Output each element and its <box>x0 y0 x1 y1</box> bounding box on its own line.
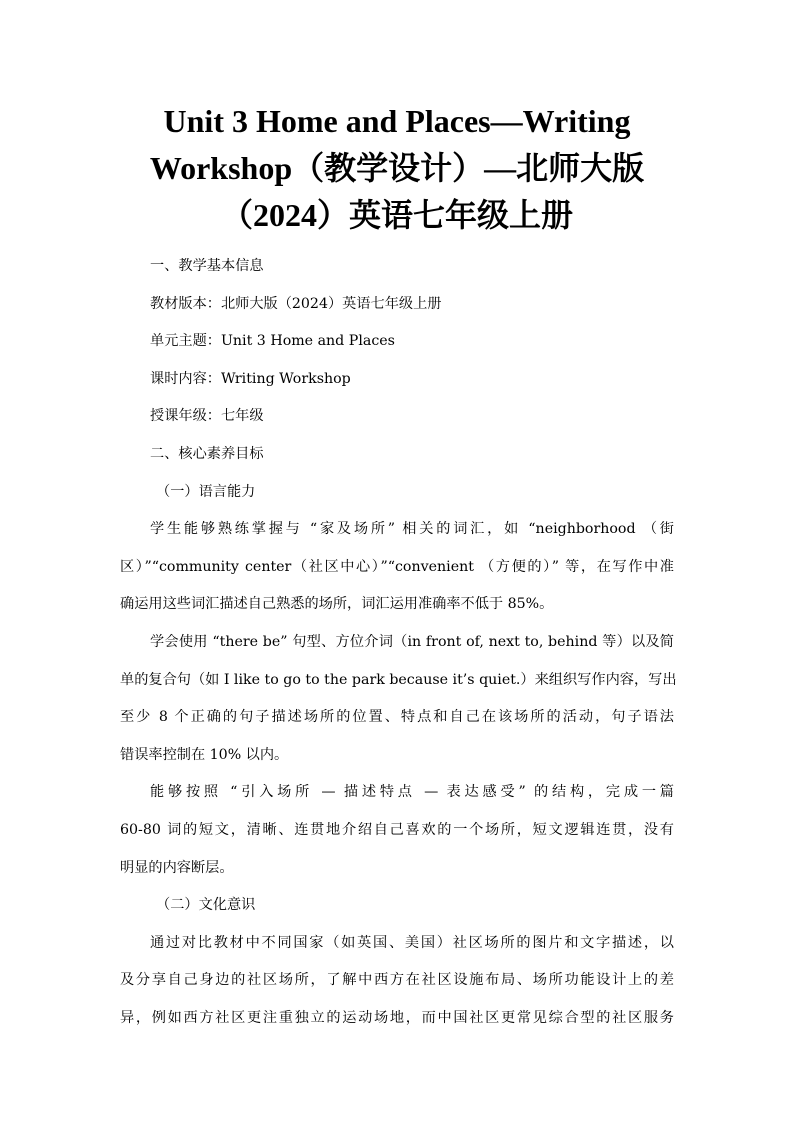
paragraph-sentence-patterns <box>120 624 677 774</box>
paragraph-line: 单的复合句（如 I like to go to the park because it’s quiet.）来组织写作内容，写出 <box>120 671 677 688</box>
paragraph-line: 能够按照 “引入场所 — 描述特点 — 表达感受” 的结构，完成一篇 <box>150 784 674 801</box>
document-title <box>100 98 694 239</box>
paragraph-line: 至少 8 个正确的句子描述场所的位置、特点和自己在该场所的活动，句子语法 <box>120 709 674 726</box>
info-textbook: 教材版本：北师大版（2024）英语七年级上册 <box>150 295 442 312</box>
info-grade: 授课年级：七年级 <box>150 408 264 425</box>
paragraph-line: 学会使用 “there be” 句型、方位介词（in front of, next to, behind 等）以及简 <box>150 633 674 650</box>
paragraph-line: 区）”“community center（社区中心）”“convenient （方便的）” 等，在写作中准 <box>120 558 674 575</box>
paragraph-line: 确运用这些词汇描述自己熟悉的场所，词汇运用准确率不低于 85%。 <box>120 596 554 613</box>
title-line-1: Unit 3 Home and Places—Writing <box>163 103 631 139</box>
info-lesson: 课时内容：Writing Workshop <box>150 370 351 387</box>
title-line-2: Workshop（教学设计）—北师大版 <box>149 150 645 186</box>
info-unit: 单元主题：Unit 3 Home and Places <box>150 333 395 350</box>
paragraph-vocabulary <box>120 511 674 624</box>
paragraph-culture <box>120 925 674 1038</box>
paragraph-line: 及分享自己身边的社区场所，了解中西方在社区设施布局、场所功能设计上的差 <box>120 972 674 989</box>
section-heading-basic-info: 一、教学基本信息 <box>150 258 264 274</box>
paragraph-line: 学生能够熟练掌握与 “家及场所” 相关的词汇，如 “neighborhood （街 <box>150 521 674 538</box>
subsection-heading-language: （一）语言能力 <box>156 483 256 500</box>
paragraph-line: 60-80 词的短文，清晰、连贯地介绍自己喜欢的一个场所，短文逻辑连贯，没有 <box>120 821 674 838</box>
title-line-3: （2024）英语七年级上册 <box>220 197 573 233</box>
document-body <box>120 248 677 1037</box>
section-heading-core-goals: 二、核心素养目标 <box>150 445 264 462</box>
paragraph-line: 异，例如西方社区更注重独立的运动场地，而中国社区更常见综合型的社区服务 <box>120 1009 674 1026</box>
paragraph-line: 明显的内容断层。 <box>120 859 234 876</box>
subsection-heading-culture: （二）文化意识 <box>156 897 256 914</box>
paragraph-line: 错误率控制在 10% 以内。 <box>120 746 289 763</box>
paragraph-structure <box>120 774 674 887</box>
paragraph-line: 通过对比教材中不同国家（如英国、美国）社区场所的图片和文字描述，以 <box>150 934 674 951</box>
